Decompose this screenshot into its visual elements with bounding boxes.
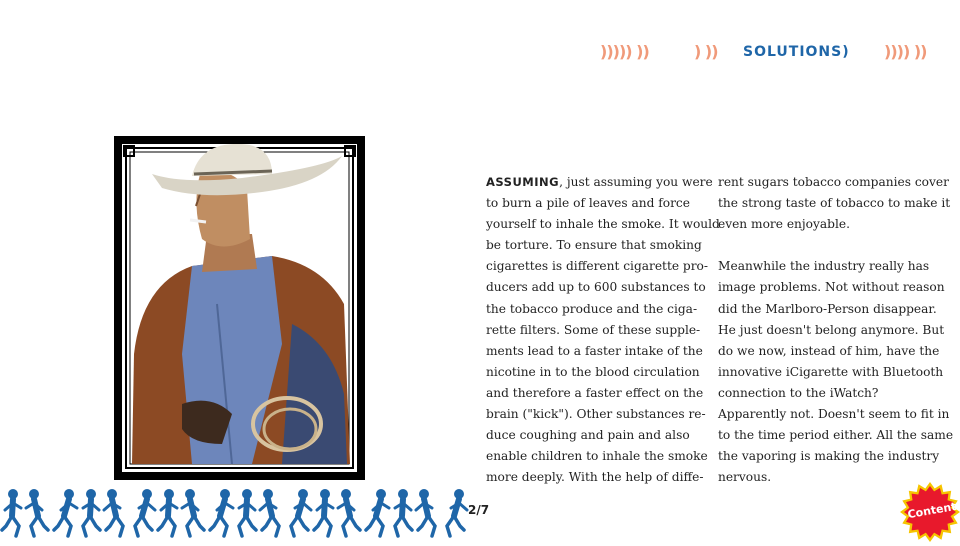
article-line: rent sugars tobacco companies cover	[718, 175, 949, 189]
section-nav	[600, 40, 950, 64]
runner-figure-icon	[182, 490, 204, 537]
content-button-label: Content	[906, 499, 958, 522]
runner-figure-icon	[54, 490, 77, 537]
runner-figure-icon	[2, 490, 21, 537]
runner-figure-icon	[366, 490, 389, 537]
content-menu-button[interactable]	[900, 482, 960, 542]
page-number[interactable]: 2/7	[468, 503, 490, 517]
cowboy-portrait-image	[122, 144, 357, 472]
article-line	[486, 172, 713, 193]
runner-figure-icon	[26, 490, 48, 537]
runner-figure-icon	[135, 490, 155, 537]
paragraph-gap	[718, 235, 942, 256]
runner-figure-icon	[239, 490, 256, 537]
runner-figure-icon	[210, 490, 233, 537]
article-line: do we now, instead of him, have the	[718, 343, 940, 358]
article-line: enable children to inhale the smoke	[486, 449, 708, 464]
nav-item-solutions[interactable]	[743, 40, 850, 64]
article-line: Apparently not. Doesn't seem to fit in	[718, 407, 950, 422]
nav-chevrons-right[interactable]: )))) ))	[884, 42, 927, 61]
nav-chevrons-left[interactable]: ))))) ))	[600, 42, 649, 61]
article-line: He just doesn't belong anymore. But	[718, 322, 945, 337]
article-line: ments lead to a faster intake of the	[486, 343, 703, 358]
article-line: to burn a pile of leaves and force	[486, 196, 690, 211]
article-line: nervous.	[718, 470, 772, 485]
article-line: connection to the iWatch?	[718, 385, 879, 400]
article-line: Meanwhile the industry really has	[718, 259, 930, 274]
nav-solutions-suffix: )	[842, 44, 850, 60]
article-line: duce coughing and pain and also	[486, 428, 690, 443]
article-body	[486, 172, 954, 492]
photo-frame	[114, 136, 365, 480]
article-line: and therefore a faster effect on the	[486, 385, 704, 400]
runner-figure-icon	[104, 490, 123, 537]
runner-figure-icon	[447, 490, 467, 537]
runner-figure-icon	[260, 490, 279, 537]
article-line: yourself to inhale the smoke. It would	[486, 217, 720, 232]
article-line: the strong taste of tobacco to make it	[718, 196, 951, 211]
article-line: brain ("kick"). Other substances re-	[486, 407, 706, 422]
nav-chevrons-mid[interactable]: ) ))	[694, 42, 718, 61]
article-line: the vaporing is making the industry	[718, 449, 940, 464]
article-line-text: , just assuming you were	[559, 175, 713, 189]
runner-figure-icon	[158, 490, 177, 537]
article-line: to the time period either. All the same	[718, 428, 954, 443]
runner-figure-icon	[291, 490, 311, 537]
runner-figure-icon	[395, 490, 412, 537]
article-line: even more enjoyable.	[718, 217, 850, 232]
article-lead-word: ASSUMING	[486, 175, 560, 189]
nav-solutions-label: SOLUTIONS	[743, 44, 843, 60]
article-line: image problems. Not without reason	[718, 280, 945, 295]
article-column-right	[718, 172, 954, 488]
article-line: ducers add up to 600 substances to	[486, 280, 706, 295]
article-line: be torture. To ensure that smoking	[486, 238, 702, 253]
article-line: nicotine in to the blood circulation	[486, 364, 700, 379]
cowboy-illustration	[122, 144, 357, 472]
article-line: did the Marlboro-Person disappear.	[718, 301, 937, 316]
article-column-left	[486, 172, 720, 488]
runner-figure-icon	[416, 490, 435, 537]
runner-figure-icon	[314, 490, 333, 537]
running-figures-progress-icon	[0, 484, 480, 540]
runner-figure-icon	[83, 490, 100, 537]
article-line: cigarettes is different cigarette pro-	[486, 259, 709, 274]
article-line: more deeply. With the help of diffe-	[486, 470, 704, 485]
article-line: innovative iCigarette with Bluetooth	[718, 364, 944, 379]
article-line: rette filters. Some of these supple-	[486, 322, 701, 337]
article-line: the tobacco produce and the ciga-	[486, 301, 698, 316]
runner-figure-icon	[338, 490, 360, 537]
